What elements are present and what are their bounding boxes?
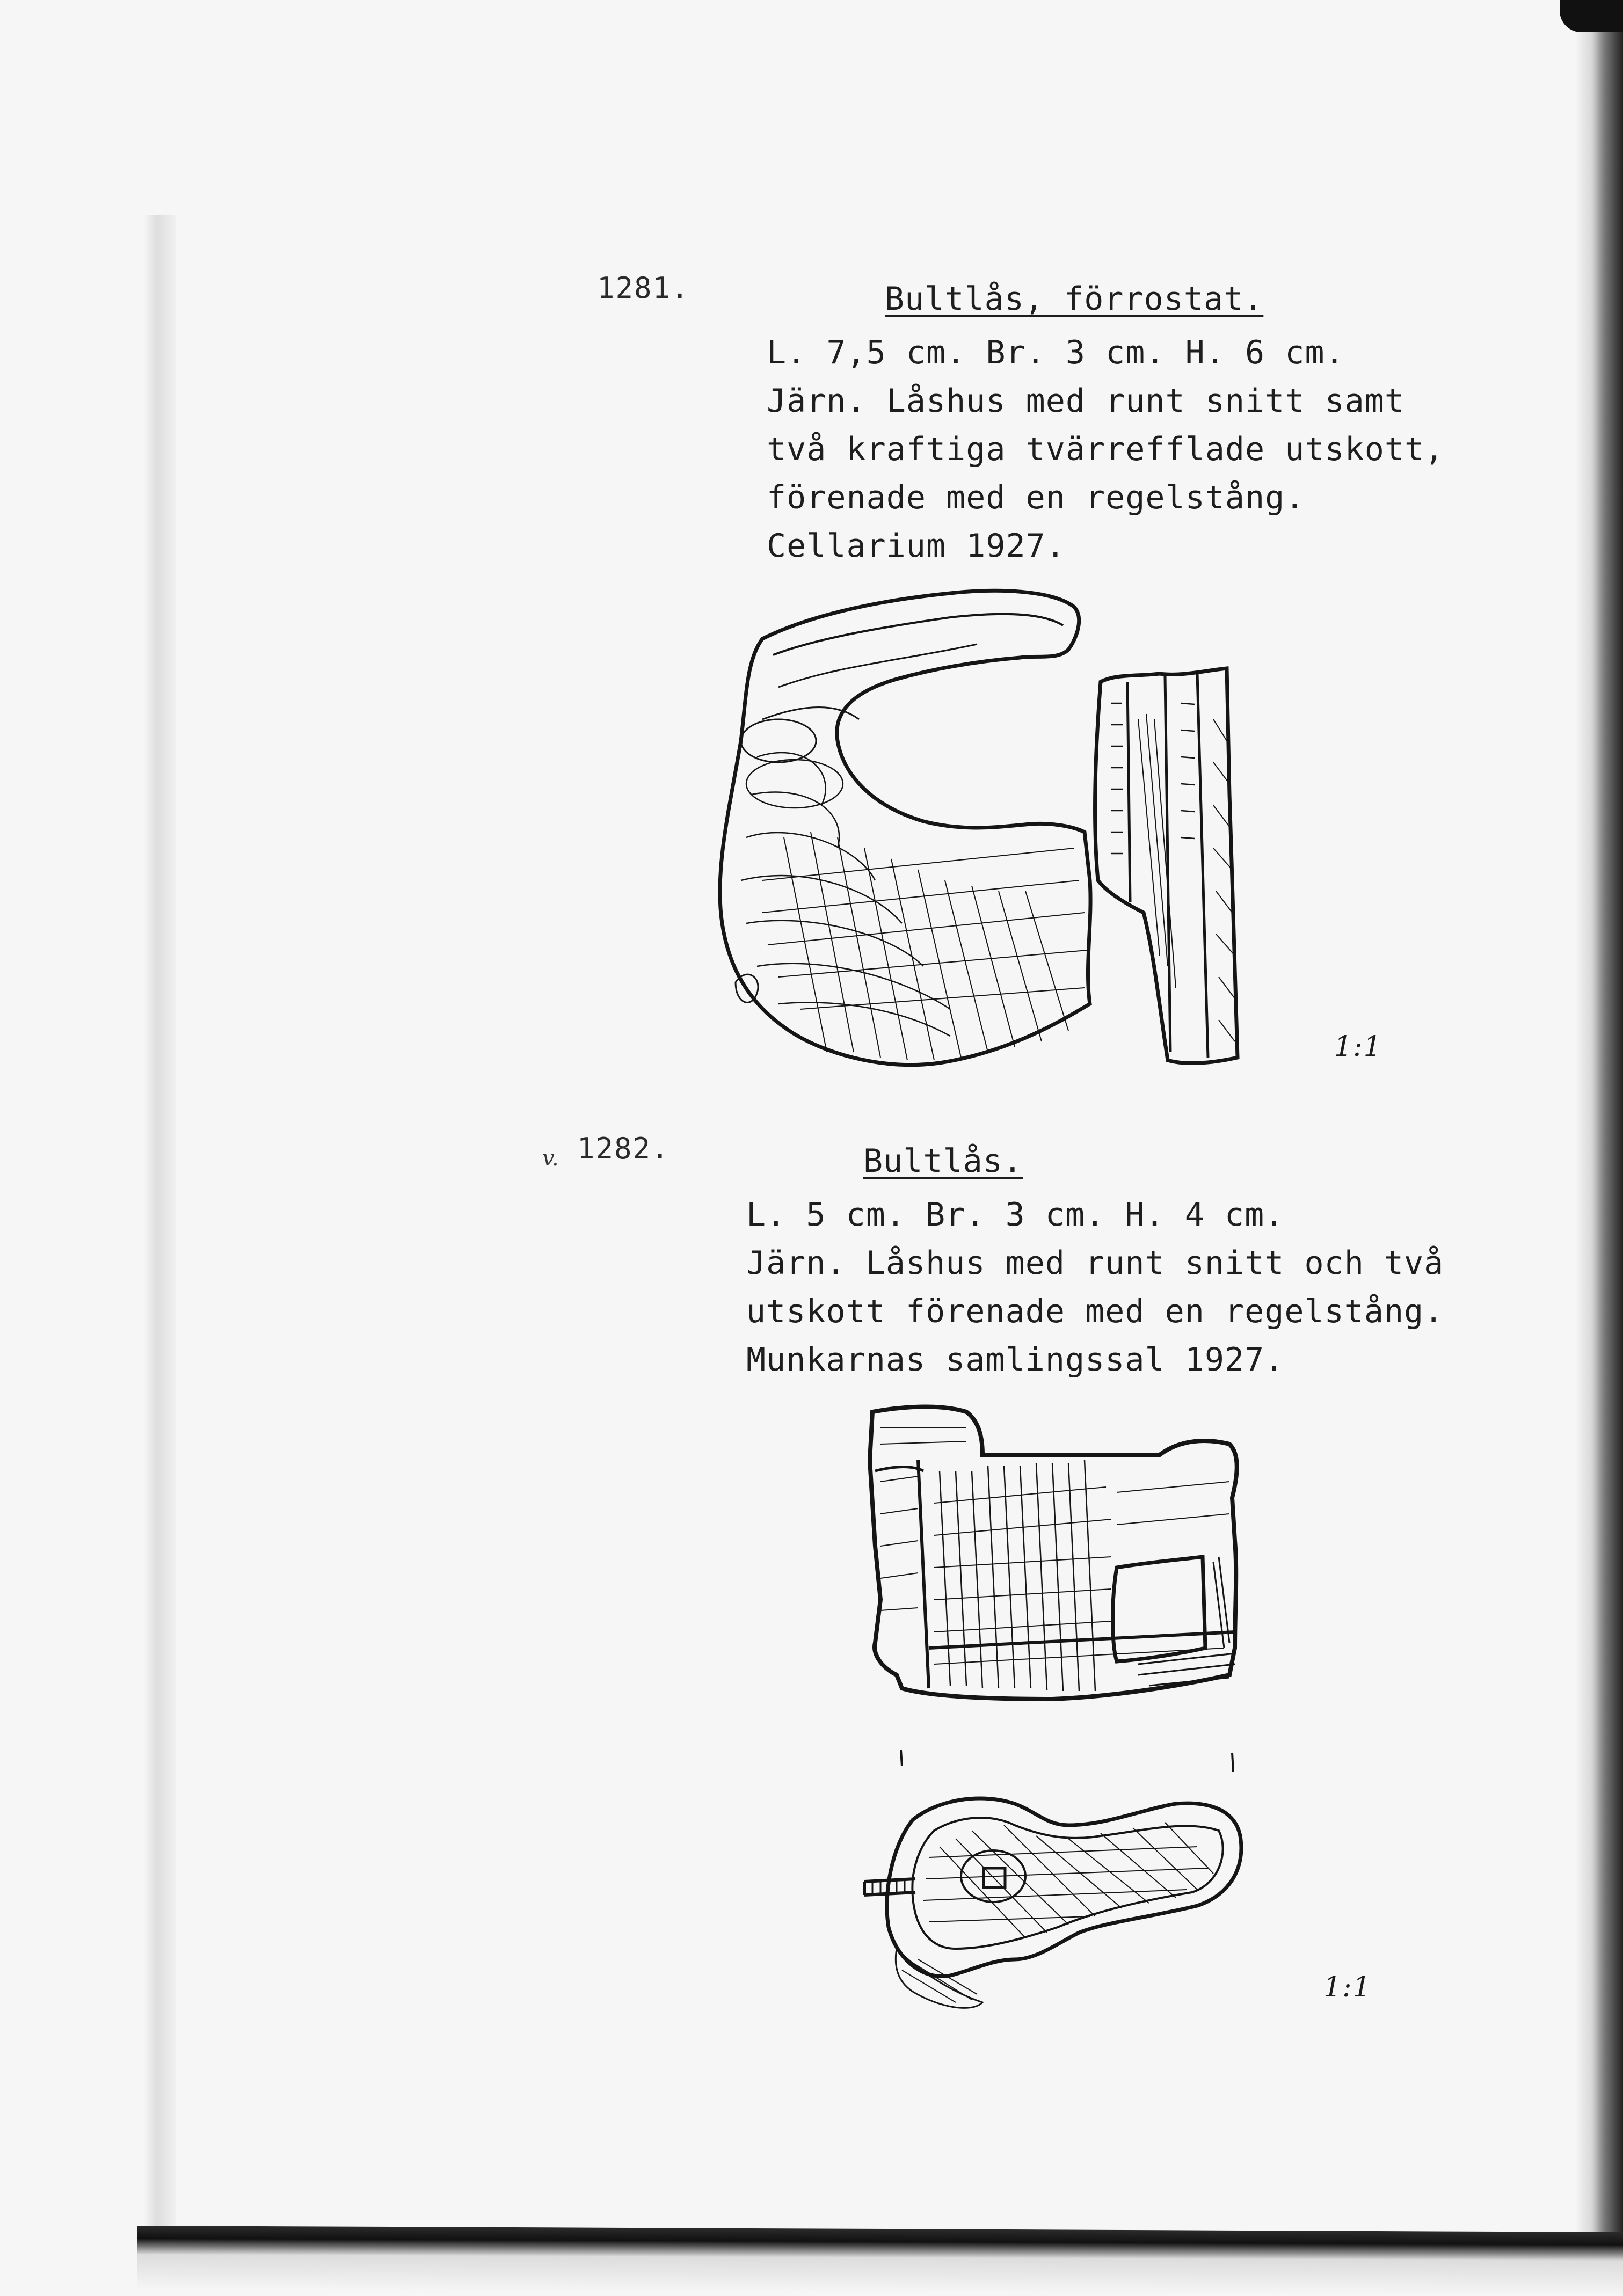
scale-label: 1:1 xyxy=(1323,1971,1372,2003)
description-line: Cellarium 1927. xyxy=(767,527,1066,565)
entry-title: Bultlås, förrostat. xyxy=(885,280,1264,318)
page-edge-bottom xyxy=(137,2226,1623,2296)
scale-label: 1:1 xyxy=(1334,1031,1382,1063)
description-line: utskott förenade med en regelstång. xyxy=(746,1293,1444,1330)
description-line: Järn. Låshus med runt snitt och två xyxy=(746,1244,1444,1282)
page-corner-top-right xyxy=(1560,0,1623,32)
entry-number: 1282. xyxy=(577,1132,670,1165)
description-line: L. 7,5 cm. Br. 3 cm. H. 6 cm. xyxy=(767,334,1345,371)
description-line: L. 5 cm. Br. 3 cm. H. 4 cm. xyxy=(746,1196,1285,1234)
description-line: Järn. Låshus med runt snitt samt xyxy=(767,382,1404,420)
bolt-lock-sketch-2-front xyxy=(859,1396,1246,1772)
entry-title: Bultlås. xyxy=(863,1142,1023,1180)
bolt-lock-sketch-2-top xyxy=(864,1788,1251,2024)
bolt-lock-sketch-1 xyxy=(698,580,1299,1095)
entry-description xyxy=(767,329,1444,570)
description-line: Munkarnas samlingssal 1927. xyxy=(746,1341,1285,1379)
entry-number: 1281. xyxy=(597,271,690,305)
description-line: två kraftiga tvärrefflade utskott, xyxy=(767,431,1445,468)
margin-mark: v. xyxy=(542,1146,559,1171)
binding-shadow xyxy=(144,215,176,2233)
entry-description xyxy=(746,1191,1444,1384)
description-line: förenade med en regelstång. xyxy=(767,479,1305,516)
page-edge-right xyxy=(1576,0,1623,2293)
